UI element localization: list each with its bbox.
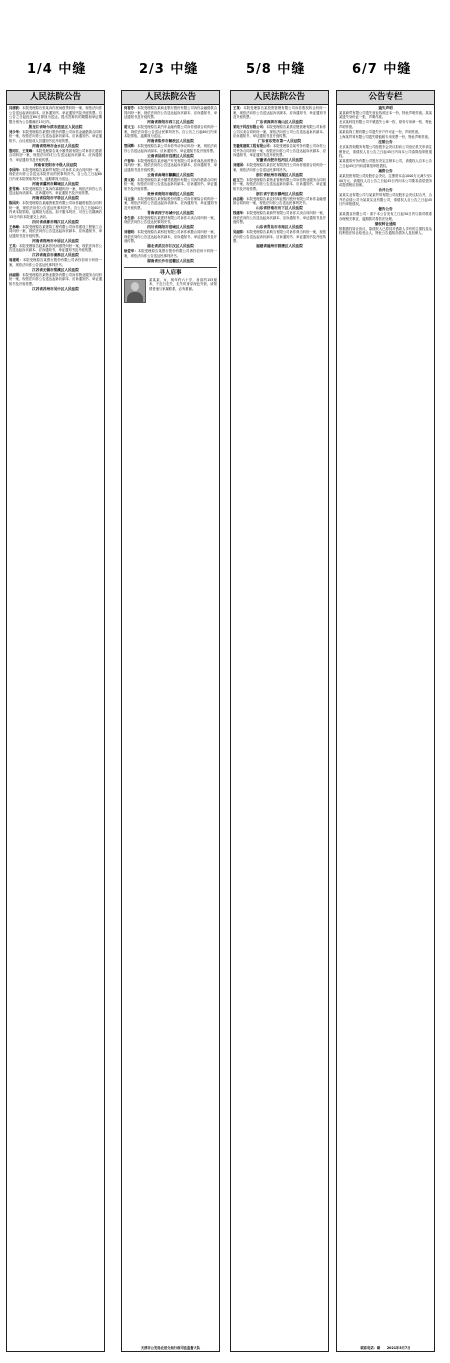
- court-signature: 山东省青岛市市南区人民法院: [256, 225, 303, 230]
- court-signature: 河南省洛阳市西工区人民法院: [147, 120, 194, 125]
- court-signature: 浙江省宁波市鄞州区人民法院: [256, 191, 303, 196]
- addressee: 李国华：: [9, 167, 23, 172]
- notice-text: 本院受理原告王某诉你离婚纠纷一案，现依法向你公告送达起诉状副本、应诉通知书、举证通知书及开庭传票。: [9, 186, 103, 196]
- addressee: 管国辉：: [124, 144, 138, 149]
- column-title: 人民法院公告: [231, 91, 328, 105]
- court-signature: 云南省曲靖市麒麟区人民法院: [147, 172, 194, 177]
- notice-paragraph: [233, 125, 326, 139]
- court-signature: 广东省深圳市南山区人民法院: [256, 120, 303, 125]
- notice-text: 本院受理原告某信托有限责任公司诉你借款合同纠纷一案，现依法向你公告送达民事判决书。: [233, 163, 327, 172]
- notice-column-2: [121, 90, 220, 1352]
- court-signature: 江苏省苏州市吴中区人民法院: [32, 286, 79, 291]
- court-signature: 广东省东莞市第一人民法院: [257, 139, 302, 144]
- notice-paragraph: [339, 174, 432, 188]
- notice-text: 本院受理原告某商贸有限公司诉你买卖合同纠纷一案，现依法向你公告送达本院作出的民事判决书。自公告之日起60日内来本院领取判决书，逾期即视为送达。: [9, 167, 103, 181]
- notice-text: 本院受理原告某物业管理有限公司诉你物业服务合同纠纷一案，现依法向你公告送达起诉状副本、应诉通知书、举证通知书及开庭传票。: [233, 177, 327, 191]
- addressee: 刘德明：: [124, 230, 138, 235]
- missing-person-notice: [124, 267, 217, 292]
- notice-paragraph: [124, 216, 217, 225]
- addressee: 某电子科技有限公司：: [233, 125, 267, 130]
- addressee: 徐爱华：: [124, 249, 138, 254]
- notice-text: 北京某咨询服务有限公司经股东会决议拟向公司登记机关申请注销登记，请债权人自公告之日起45日内向本公司清算组申报债权。: [339, 145, 432, 159]
- column-title: 公告专栏: [337, 91, 434, 105]
- notice-text: 本院受理原告某劳务有限公司诉你公司劳务合同纠纷一案，现依法向你公司公告送达起诉状副本、应诉通知书、举证通知书及开庭传票。: [233, 144, 327, 158]
- notice-paragraph: [124, 249, 217, 258]
- addressee: 鲁同江、王某峰：: [9, 148, 36, 153]
- addressee: 陈国庆：: [9, 201, 23, 206]
- addressee: 张雪梅：: [9, 186, 23, 191]
- notice-text: 某某实业有限公司与某某贸易有限公司经股东会决议拟合并，合并后存续公司为某某实业有限公司，请债权人自公告之日起45日内申报债权。: [339, 193, 432, 207]
- notice-paragraph: [339, 145, 432, 159]
- notice-paragraph: [9, 187, 102, 196]
- notice-paragraph: [124, 106, 217, 120]
- court-signature: 贵州省贵阳市南明区人民法院: [147, 191, 194, 196]
- notice-column-1: [6, 90, 105, 1352]
- court-signature: 合并公告: [378, 188, 393, 193]
- notice-text: 某某商贸有限公司遗失营业执照正本一份，特此声明作废。某某某遗失身份证一张，声明作废。: [339, 110, 432, 120]
- header-col-1: 1/4 中缝: [27, 62, 87, 77]
- notice-text: 本院受理原告某公司诉你劳动争议纠纷一案，现依法向你公告送达起诉状副本、应诉通知书、举证通知书及开庭传票。: [124, 144, 218, 153]
- addressee: 孙丽娟：: [9, 272, 23, 277]
- notice-text: 本院受理原告某小额贷款有限公司诉你们借款合同纠纷一案，现依法向你们公告送达起诉状副本、应诉通知书、举证通知书及开庭传票。: [9, 148, 103, 162]
- notice-paragraph: [9, 130, 102, 144]
- addressee: 卢春华：: [124, 158, 138, 163]
- addressee: 胡文玉：: [124, 125, 138, 130]
- notice-paragraph: [9, 201, 102, 219]
- notice-paragraph: [339, 111, 432, 120]
- notice-text: 本院受理原告某科技有限公司诉你承揽合同纠纷一案，现依法向你公告送达起诉状副本、应诉通知书、举证通知书及开庭传票。: [124, 230, 218, 244]
- court-signature: 河南省信阳市平桥区人民法院: [32, 196, 79, 201]
- court-signature: 河南省漯河市郾城区人民法院: [32, 181, 79, 186]
- notice-paragraph: [233, 106, 326, 120]
- notice-paragraph: [233, 178, 326, 192]
- notice-text: 某某某，女，现年约六十岁，身高约155厘米，于近日走失，走失时身穿深色外套，请知情者速与家属联系，必有重谢。: [149, 277, 217, 291]
- addressee: 何春芳：: [124, 106, 138, 110]
- court-signature: 黑龙江省哈尔滨市道里区人民法院: [28, 124, 83, 129]
- notice-text: 本院受理原告某建筑工程有限公司诉你建设工程施工合同纠纷一案，现依法向你公告送达起诉状副本、应诉通知书、举证通知书及开庭传票。: [9, 224, 103, 238]
- court-signature: 减资公告: [378, 169, 393, 174]
- notice-paragraph: [124, 144, 217, 153]
- header-col-3: 5/8 中缝: [246, 62, 306, 77]
- notice-text: 上海某贸易有限公司遗失增值税专用发票一份，特此声明作废。: [339, 135, 432, 140]
- notice-paragraph: [9, 225, 102, 239]
- notice-paragraph: [124, 125, 217, 139]
- notice-paragraph: [233, 144, 326, 158]
- notice-text: 本院受理原告某建材有限公司诉你买卖合同纠纷一案，现依法向你公告送达民事判决书。: [124, 215, 218, 225]
- notice-paragraph: [339, 227, 432, 236]
- notice-title: 寻人启事: [159, 269, 182, 276]
- court-signature: 河南省安阳市中级人民法院: [33, 162, 78, 167]
- column-body: [337, 105, 434, 237]
- notice-paragraph: [339, 193, 432, 207]
- header-col-4: 6/7 中缝: [352, 62, 412, 77]
- notice-text: 本院受理原告张某诉你民间借贷纠纷一案，现依法向你公告送达起诉状副本、应诉通知书、举证通知书及开庭传票。自公告之日起经过60日即视为送达。提出答辩状的期限和举证期限分别为公告期满后15日内。: [9, 106, 103, 124]
- notice-text: 某某建筑劳务有限公司股东决定注销本公司，请债权人自本公告之日起45日内向清算组申报债权。: [339, 159, 432, 169]
- notice-text: 本院受理原告某保险股份有限公司诉你保险合同纠纷一案，现依法向你公告送达起诉状副本、应诉通知书、举证通知书及开庭传票。: [124, 196, 218, 210]
- court-signature: 河南省郑州市金水区人民法院: [32, 143, 79, 148]
- notice-paragraph: [9, 244, 102, 253]
- notice-paragraph: [124, 230, 217, 244]
- header-col-2: 2/3 中缝: [139, 62, 199, 77]
- notice-text: 本院受理原告某商贸有限公司诉你买卖合同纠纷一案，现依法向你公告送达起诉状副本、应诉通知书、举证通知书及开庭传票。: [233, 211, 327, 225]
- notice-paragraph: [339, 159, 432, 168]
- addressee: 吴丽萍：: [233, 230, 247, 235]
- notice-text: 本院受理原告某小额贷款股份有限公司诉你借款合同纠纷一案，现依法向你公告送达起诉状副本、应诉通知书、举证通知书及开庭传票。: [124, 177, 218, 191]
- addressee: 赵玉兰：: [233, 177, 247, 182]
- column-footer: 联系电话：略 2021年5月7日: [339, 1346, 432, 1351]
- addressee: 王某：: [233, 106, 244, 110]
- court-signature: 山东省济南市历下区人民法院: [256, 206, 303, 211]
- column-footer: 天津市公安局北辰分局行政司法监督大队: [124, 1346, 217, 1351]
- notice-text: 本院受理原告某银行股份有限公司诉你金融借款合同纠纷一案，现依法向你公告送达起诉状副本、应诉通知书、举证通知书、合议庭组成人员通知书及开庭传票。: [9, 129, 103, 143]
- notice-text: 北京某科技有限公司不慎遗失公章一枚、财务专用章一枚，特此声明作废。: [339, 120, 432, 130]
- notice-column-4: [336, 90, 435, 1352]
- court-signature: 湖北省武汉市江汉区人民法院: [147, 244, 194, 249]
- notice-text: 本院受理原告某房地产开发有限公司诉你商品房预售合同纠纷一案，现依法向你公告送达起诉状副本、应诉通知书、举证通知书及开庭传票。: [124, 158, 218, 172]
- court-signature: 河南省焦作市解放区人民法院: [147, 139, 194, 144]
- notice-text: 某某置业有限公司：请于本公告发布之日起30日内与我司联系办理相关事宜，逾期我司将依法处理。: [339, 212, 432, 221]
- notice-paragraph: [9, 258, 102, 267]
- notice-paragraph: [233, 197, 326, 206]
- addressee: 黄文斌：: [124, 177, 138, 182]
- addressee: 刘建国：: [233, 163, 247, 168]
- notice-paragraph: [9, 168, 102, 182]
- notice-text: 本院受理原告某汽车金融有限公司诉你借款合同纠纷一案，现依法向你公告送达民事判决书。自公告之日起60日内来本院领取，逾期视为送达。: [124, 125, 218, 139]
- addressee: 周建明：: [9, 258, 23, 263]
- column-body: [7, 105, 104, 293]
- notice-paragraph: [9, 106, 102, 124]
- court-signature: 四川省绵阳市涪城区人民法院: [147, 225, 194, 230]
- court-signature: 湖南省长沙市岳麓区人民法院: [147, 258, 194, 263]
- notice-column-3: [230, 90, 329, 1352]
- court-signature: 河南省郑州市中原区人民法院: [32, 238, 79, 243]
- notice-paragraph: [9, 149, 102, 163]
- notice-text: 根据债权转让协议，原债权人已将其对借款人享有的主债权及从权利依法转让给受让人，特此公告通知各债务人及担保人。: [339, 226, 432, 236]
- notice-paragraph: [124, 159, 217, 173]
- addressee: 孙志刚：: [233, 196, 247, 201]
- addressee: 刘少华：: [9, 129, 23, 134]
- addressee: 安徽某建筑工程有限公司：: [233, 144, 273, 149]
- addressee: 王林峰：: [9, 224, 23, 229]
- court-signature: 福建省福州市鼓楼区人民法院: [256, 244, 303, 249]
- notice-text: 本院受理原告某投资管理有限公司诉你股权转让纠纷一案，现依法向你公告送达起诉状副本、应诉通知书、举证通知书及开庭传票。: [233, 106, 327, 120]
- addressee: 钱建华：: [233, 211, 247, 216]
- court-signature: 江苏省南京市秦淮区人民法院: [32, 253, 79, 258]
- notice-text: 本院受理原告某物业服务有限公司诉你物业服务合同纠纷一案，现依法向你公告送达起诉状副本、应诉通知书、举证通知书及开庭传票。: [9, 272, 103, 286]
- court-signature: 江苏省无锡市梁溪区人民法院: [32, 267, 79, 272]
- notice-text: 本院受理原告某供应链管理有限公司诉你公司买卖合同纠纷一案，现依法向你公司公告送达起诉状副本、应诉通知书、举证通知书及开庭传票。: [233, 125, 327, 139]
- notice-paragraph: [339, 120, 432, 129]
- notice-paragraph: [233, 163, 326, 172]
- court-signature: 债权转让通知: [374, 221, 397, 226]
- notice-text: 本院受理原告某融资租赁有限公司诉你融资租赁合同纠纷一案，现依法向你公告送达民事判决书。自公告之日起60日内来本院领取，逾期视为送达。如不服本判决，可在公告期满后15日内向本院递交上诉状。: [9, 201, 103, 219]
- notice-paragraph: [9, 273, 102, 287]
- court-signature: 云南省昆明市官渡区人民法院: [147, 153, 194, 158]
- column-body: [122, 105, 219, 292]
- court-signature: 注销公告: [378, 140, 393, 145]
- column-title: 人民法院公告: [122, 91, 219, 105]
- notice-paragraph: [339, 212, 432, 221]
- addressee: 闫清波：: [9, 106, 23, 110]
- person-photo: [124, 279, 146, 303]
- notice-text: 本院受理原告某银行股份有限公司诉你信用卡纠纷一案，现依法向你公告送达民事判决书。: [9, 258, 103, 267]
- addressee: 马立强：: [124, 196, 138, 201]
- notice-paragraph: [124, 197, 217, 211]
- notice-paragraph: [233, 230, 326, 244]
- column-body: [231, 105, 328, 250]
- notice-paragraph: [233, 211, 326, 225]
- court-signature: 遗失声明: [378, 106, 393, 110]
- notice-text: 本院受理原告某典当有限公司诉你典当纠纷一案，现依法向你公告送达起诉状副本、应诉通知书、举证通知书及开庭传票。: [233, 230, 327, 244]
- notice-text: 本院受理原告赵某诉你民间借贷纠纷一案，现依法向你公告送达起诉状副本、应诉通知书、举证通知书及开庭传票。: [9, 243, 103, 253]
- addressee: 李生春：: [124, 215, 138, 220]
- notice-text: 某某投资有限公司经股东会决议，注册资本由1000万元减少至100万元，请债权人自公告之日起45日内向本公司要求清偿债务或提供相应担保。: [339, 173, 432, 188]
- column-title: 人民法院公告: [7, 91, 104, 105]
- court-signature: 催告公告: [378, 207, 393, 212]
- notice-paragraph: [124, 178, 217, 192]
- court-signature: 浙江省杭州市西湖区人民法院: [256, 172, 303, 177]
- addressee: 王英：: [9, 243, 19, 248]
- court-signature: 青海省西宁市城中区人民法院: [147, 210, 194, 215]
- notice-text: 本院受理原告某商业银行股份有限公司诉你金融借款合同纠纷一案，现依法向你公告送达起诉状副本、应诉通知书、举证通知书及开庭传票。: [124, 106, 218, 120]
- court-signature: 四川省成都市锦江区人民法院: [32, 219, 79, 224]
- notice-text: 本院受理原告某银行股份有限公司诉你信用卡纠纷一案，现依法向你公告送达民事判决书。: [124, 249, 218, 258]
- court-signature: 安徽省合肥市包河区人民法院: [256, 158, 303, 163]
- notice-text: 某某装饰工程有限公司遗失开户许可证一份，声明作废。: [339, 130, 422, 135]
- notice-text: 本院受理原告某农村商业银行股份有限公司诉你金融借款合同纠纷一案，现依法向你公告送达民事判决书。: [233, 196, 327, 206]
